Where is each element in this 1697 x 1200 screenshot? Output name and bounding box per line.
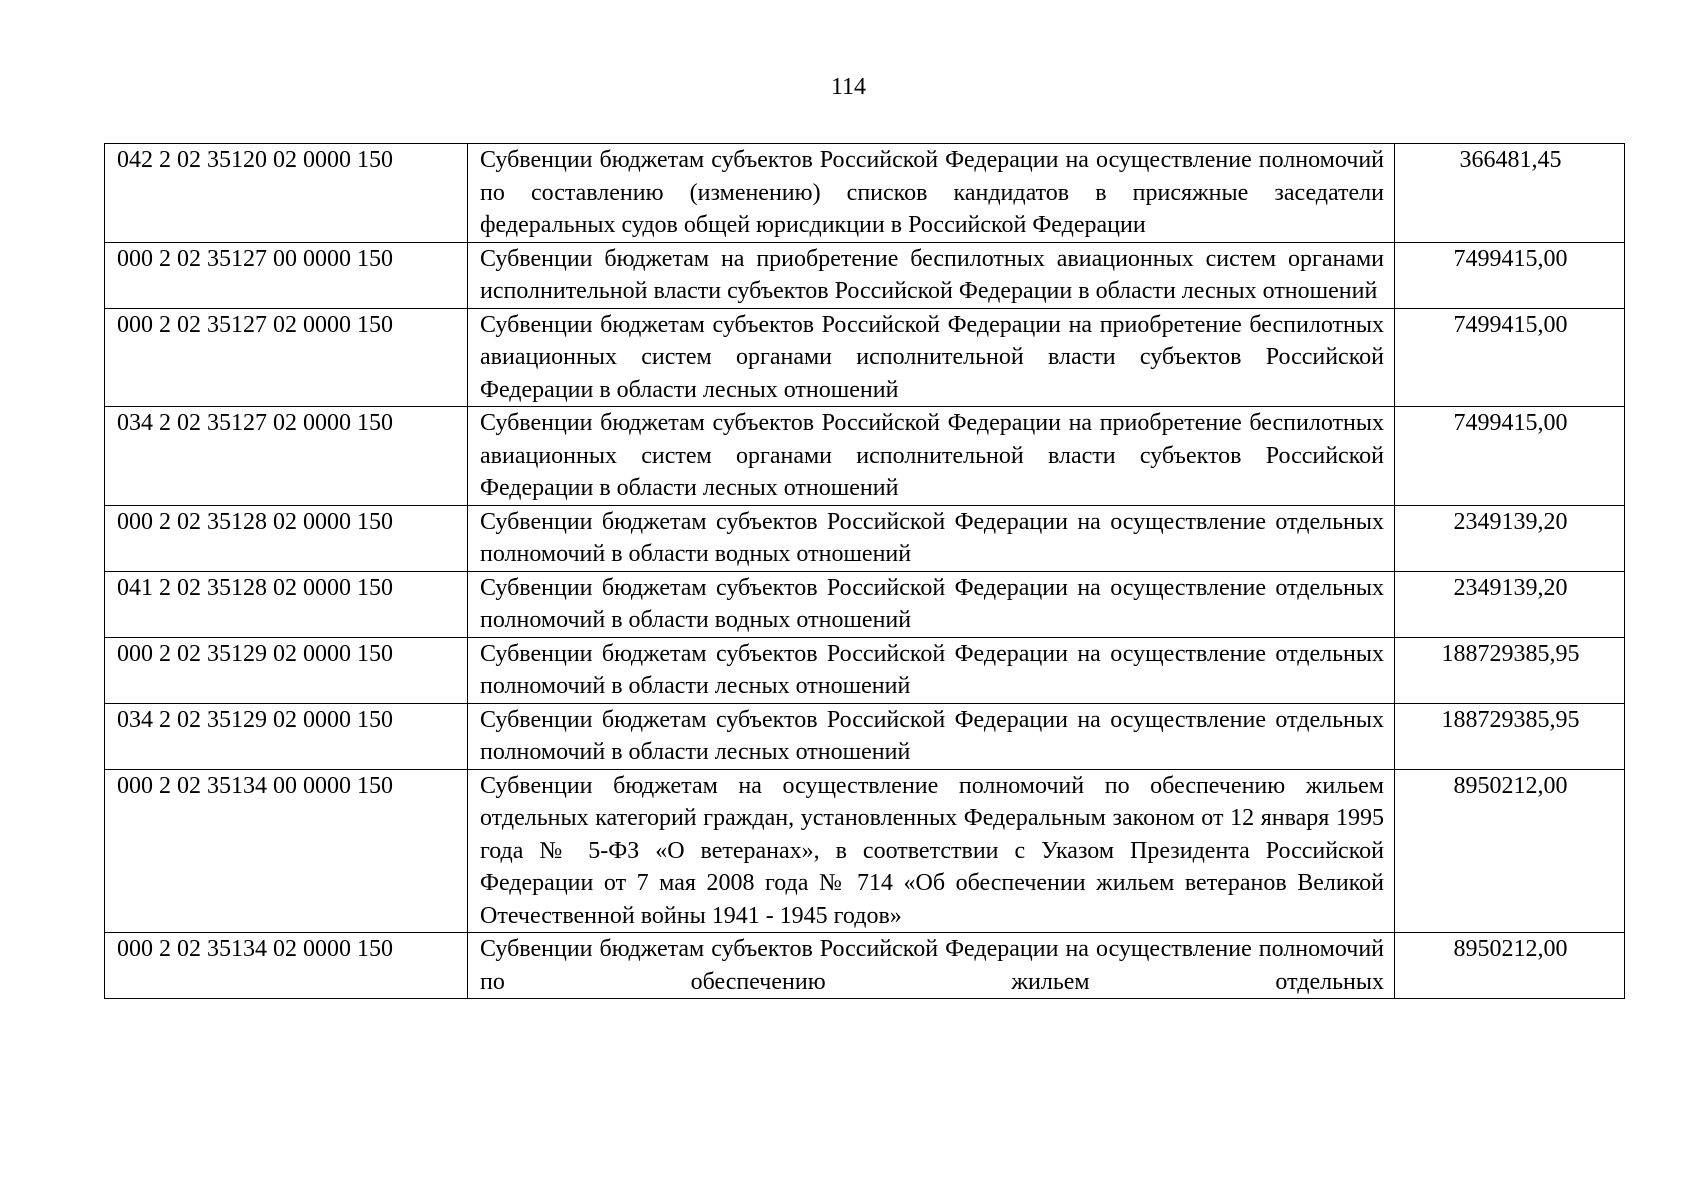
revenue-amount: 188729385,95 [1395,637,1625,703]
revenue-description: Субвенции бюджетам субъектов Российской Федерации на осуществление отдельных полномочий в области лесных отношений [468,637,1395,703]
revenue-description: Субвенции бюджетам субъектов Российской Федерации на осуществление отдельных полномочий в области водных отношений [468,505,1395,571]
budget-revenue-table [104,143,1625,999]
revenue-amount: 2349139,20 [1395,571,1625,637]
revenue-description: Субвенции бюджетам субъектов Российской Федерации на осуществление полномочий по обеспечению жильем отдельных [468,933,1395,999]
budget-classification-code: 000 2 02 35129 02 0000 150 [105,637,468,703]
revenue-description: Субвенции бюджетам субъектов Российской Федерации на осуществление полномочий по составлению (изменению) списков кандидатов в присяжные заседатели федеральных судов общей юрисдикции в Российской Федерации [468,144,1395,243]
table-row [105,571,1625,637]
revenue-amount: 8950212,00 [1395,933,1625,999]
table-row [105,144,1625,243]
budget-classification-code: 000 2 02 35128 02 0000 150 [105,505,468,571]
budget-classification-code: 000 2 02 35127 02 0000 150 [105,308,468,407]
revenue-description: Субвенции бюджетам субъектов Российской Федерации на осуществление отдельных полномочий в области лесных отношений [468,703,1395,769]
table-row [105,703,1625,769]
revenue-description: Субвенции бюджетам субъектов Российской Федерации на осуществление отдельных полномочий в области водных отношений [468,571,1395,637]
table-row [105,242,1625,308]
table-row [105,308,1625,407]
budget-classification-code: 000 2 02 35134 02 0000 150 [105,933,468,999]
revenue-amount: 7499415,00 [1395,308,1625,407]
table-row [105,637,1625,703]
page-number: 114 [830,74,867,100]
budget-classification-code: 000 2 02 35127 00 0000 150 [105,242,468,308]
budget-classification-code: 041 2 02 35128 02 0000 150 [105,571,468,637]
budget-classification-code: 034 2 02 35129 02 0000 150 [105,703,468,769]
revenue-amount: 8950212,00 [1395,769,1625,933]
revenue-description: Субвенции бюджетам субъектов Российской Федерации на приобретение беспилотных авиационных систем органами исполнительной власти субъектов Российской Федерации в области лесных отношений [468,407,1395,506]
revenue-amount: 366481,45 [1395,144,1625,243]
budget-classification-code: 042 2 02 35120 02 0000 150 [105,144,468,243]
table-row [105,407,1625,506]
table-row [105,505,1625,571]
revenue-description: Субвенции бюджетам субъектов Российской Федерации на приобретение беспилотных авиационных систем органами исполнительной власти субъектов Российской Федерации в области лесных отношений [468,308,1395,407]
revenue-amount: 188729385,95 [1395,703,1625,769]
budget-classification-code: 000 2 02 35134 00 0000 150 [105,769,468,933]
revenue-description: Субвенции бюджетам на приобретение беспилотных авиационных систем органами исполнительной власти субъектов Российской Федерации в области лесных отношений [468,242,1395,308]
revenue-amount: 2349139,20 [1395,505,1625,571]
revenue-amount: 7499415,00 [1395,407,1625,506]
revenue-description: Субвенции бюджетам на осуществление полномочий по обеспечению жильем отдельных категорий граждан, установленных Федеральным законом от 12 января 1995 года № 5-ФЗ «О ветеранах», в соответствии с Указом Президента Российской Федерации от 7 мая 2008 года № 714 «Об обеспечении жильем ветеранов Великой Отечественной войны 1941 - 1945 годов» [468,769,1395,933]
table-row [105,933,1625,999]
table-row [105,769,1625,933]
budget-classification-code: 034 2 02 35127 02 0000 150 [105,407,468,506]
revenue-amount: 7499415,00 [1395,242,1625,308]
